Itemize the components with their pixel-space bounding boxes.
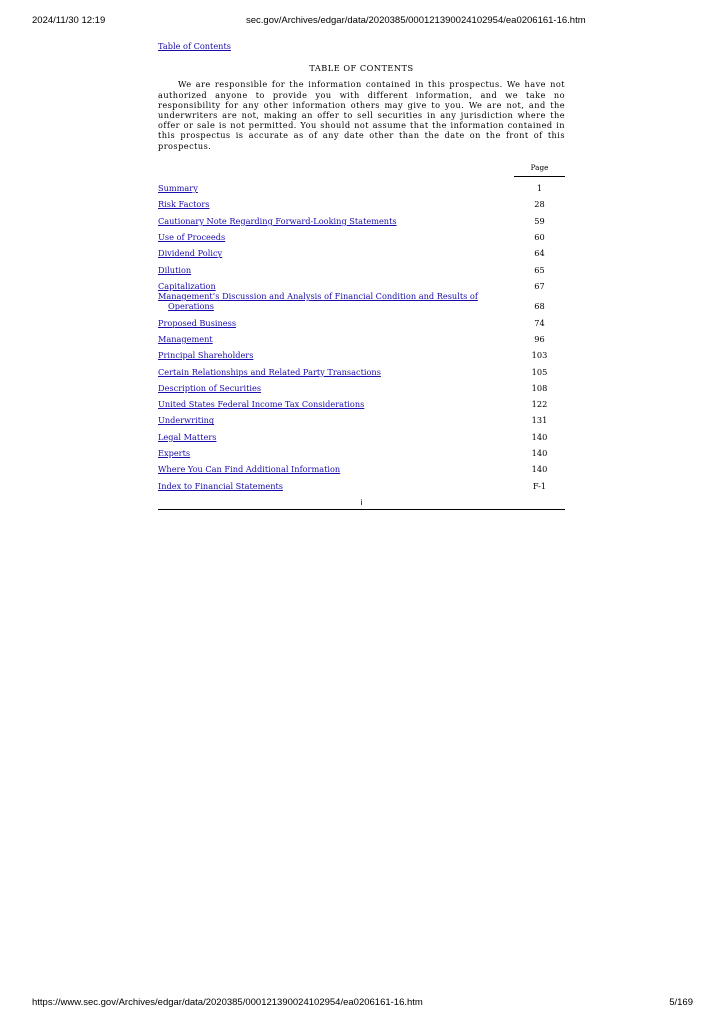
toc-heading: TABLE OF CONTENTS [309,63,414,74]
toc-page: 65 [534,264,545,275]
toc-row [158,242,565,258]
toc-link-experts[interactable]: Experts [158,447,191,458]
toc-link-mdna-line1: Management’s Discussion and Analysis of Financial Condition and Results of [158,291,478,302]
toc-link-additional-information[interactable]: Where You Can Find Additional Information [158,464,341,475]
toc-link-cautionary-note[interactable]: Cautionary Note Regarding Forward-Looking Statements [158,215,397,226]
toc-link-mdna-line2: Operations [168,301,214,312]
toc-page: 131 [531,415,548,426]
toc-page: 122 [531,399,548,410]
toc-link-related-party[interactable]: Certain Relationships and Related Party Transactions [158,366,381,377]
toc-link-underwriting[interactable]: Underwriting [158,415,215,426]
toc-link-use-of-proceeds[interactable]: Use of Proceeds [158,232,226,243]
toc-link-capitalization[interactable]: Capitalization [158,280,216,291]
toc-link-summary[interactable]: Summary [158,183,198,194]
toc-row [158,344,565,360]
toc-page: 140 [531,464,548,475]
toc-page: 96 [534,333,545,344]
toc-link-dividend-policy[interactable]: Dividend Policy [158,248,223,259]
toc-row [158,275,565,291]
toc-row [158,426,565,442]
toc-page: F-1 [532,480,547,491]
toc-row [158,393,565,409]
page-column-label: Page [514,163,565,177]
toc-row [158,360,565,376]
toc-link-risk-factors[interactable]: Risk Factors [158,199,210,210]
toc-row [158,458,565,474]
toc-link-dilution[interactable]: Dilution [158,264,192,275]
toc-row [158,328,565,344]
toc-row [158,259,565,275]
toc-link-financial-statements[interactable]: Index to Financial Statements [158,480,283,491]
toc-row [158,177,565,194]
intro-paragraph: We are responsible for the information contained in this prospectus. We have not authorized anyone to provide you with different information, and we take no responsibility for any other information others may give to you. We are not, and the underwriters are not, making an offer to sell securities in any jurisdiction where the offer or sale is not permitted. You should not assume that the information contained in this prospectus is accurate as of any date other than the date on the front of this prospectus. [158,79,565,151]
toc-link-legal-matters[interactable]: Legal Matters [158,431,217,442]
toc-link-principal-shareholders[interactable]: Principal Shareholders [158,350,254,361]
print-page-title: sec.gov/Archives/edgar/data/2020385/000121390024102954/ea0206161-16.htm [246,15,586,26]
toc-row [158,409,565,425]
toc-row [158,442,565,458]
toc-page: 140 [531,431,548,442]
toc-link-mdna[interactable] [158,291,514,311]
toc-page: 67 [534,280,545,291]
toc-page: 28 [534,199,545,210]
print-page-count: 5/169 [669,997,693,1008]
toc-page: 60 [534,232,545,243]
toc-page: 140 [531,447,548,458]
toc-row [158,312,565,328]
toc-page: 1 [536,183,543,194]
toc-header-row [158,163,565,177]
toc-link-description-of-securities[interactable]: Description of Securities [158,382,262,393]
page-number: i [158,497,565,510]
toc-page: 74 [534,317,545,328]
toc-row [158,377,565,393]
toc-page: 108 [531,382,548,393]
print-datetime: 2024/11/30 12:19 [32,15,106,26]
toc-row [158,226,565,242]
table-of-contents-link[interactable]: Table of Contents [158,41,231,51]
toc-link-management[interactable]: Management [158,333,213,344]
toc-link-proposed-business[interactable]: Proposed Business [158,317,237,328]
toc-link-tax-considerations[interactable]: United States Federal Income Tax Considerations [158,399,365,410]
document-body [158,41,565,510]
toc-row [158,193,565,209]
toc-page: 59 [534,215,545,226]
toc-table [158,163,565,491]
toc-page: 103 [531,350,548,361]
toc-row [158,474,565,490]
toc-row [158,210,565,226]
toc-page: 68 [534,301,545,312]
toc-page: 64 [534,248,545,259]
toc-row [158,291,565,311]
toc-page: 105 [531,366,548,377]
print-url: https://www.sec.gov/Archives/edgar/data/2020385/000121390024102954/ea0206161-16.htm [32,997,423,1008]
